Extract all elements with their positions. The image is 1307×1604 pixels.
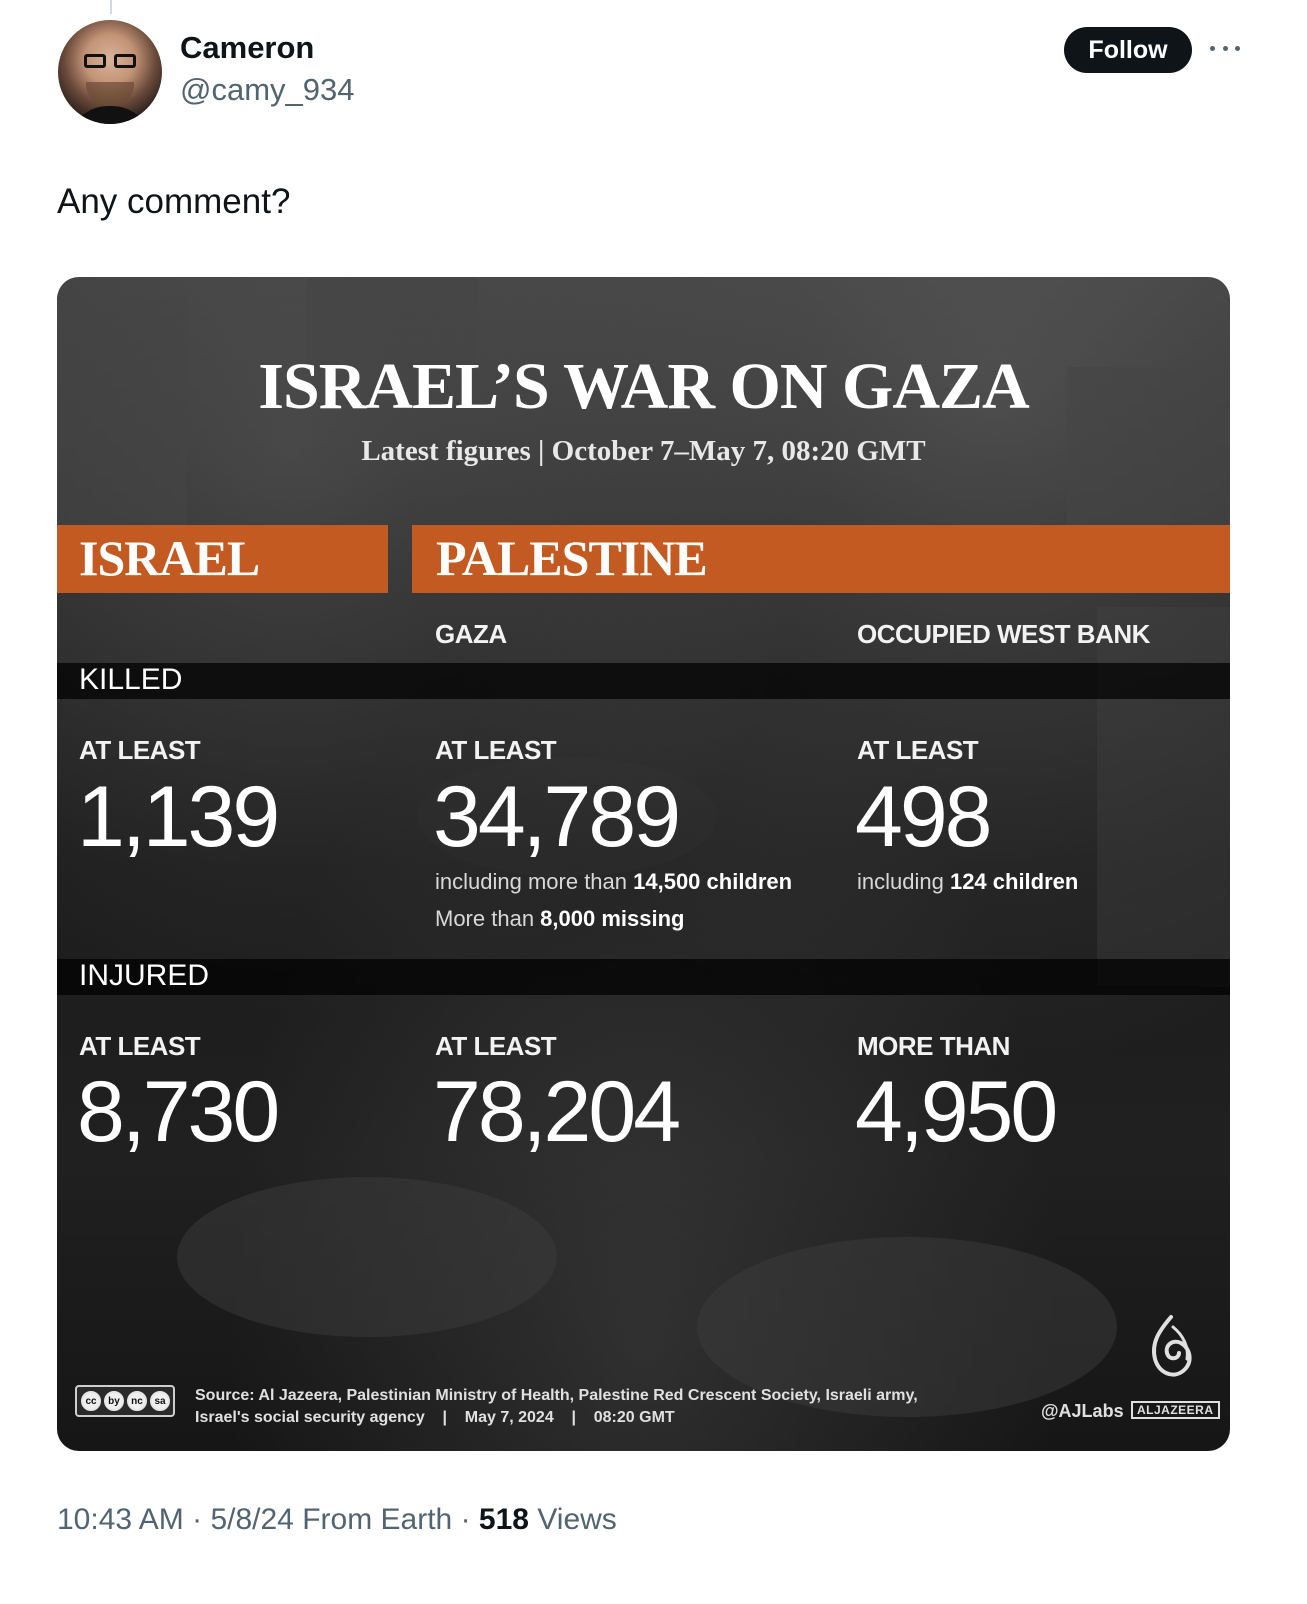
palestine-band-label: PALESTINE <box>436 530 707 586</box>
gaza-injured-count: 78,204 <box>433 1064 679 1160</box>
israel-killed-count: 1,139 <box>77 769 278 865</box>
gaza-killed-count: 34,789 <box>433 769 679 865</box>
cc-sa-icon: sa <box>150 1391 170 1411</box>
westbank-killed-qualifier: AT LEAST <box>857 735 979 765</box>
author-display-name[interactable]: Cameron <box>180 30 315 65</box>
tweet-metadata: 10:43 AM · 5/8/24 From Earth · 518 Views <box>57 1503 617 1536</box>
views-count[interactable]: 518 <box>478 1503 529 1536</box>
tweet-text: Any comment? <box>57 182 291 221</box>
cc-by-icon: by <box>104 1391 124 1411</box>
infographic-source: Source: Al Jazeera, Palestinian Ministry of Health, Palestine Red Crescent Society, Israeli army, Israel's social security agency | May 7, 2024 | 08:20 GMT <box>195 1387 918 1426</box>
westbank-killed-count: 498 <box>855 769 990 865</box>
gaza-injured-qualifier: AT LEAST <box>435 1031 557 1061</box>
thread-connector-line <box>110 0 112 14</box>
gaza-killed-children-note: including more than 14,500 children <box>435 869 793 894</box>
tweet-date[interactable]: 5/8/24 <box>210 1503 294 1536</box>
aljazeera-logo-icon <box>1143 1313 1199 1393</box>
tweet-source: From Earth <box>302 1503 453 1536</box>
westbank-injured-qualifier: MORE THAN <box>857 1031 1010 1061</box>
injured-label: INJURED <box>79 959 210 992</box>
gaza-killed-qualifier: AT LEAST <box>435 735 557 765</box>
cc-icon: cc <box>81 1391 101 1411</box>
israel-band-label: ISRAEL <box>79 530 260 586</box>
follow-button[interactable]: Follow <box>1064 27 1192 73</box>
gaza-column-heading: GAZA <box>435 619 507 649</box>
creative-commons-badge <box>75 1385 175 1417</box>
westbank-column-heading: OCCUPIED WEST BANK <box>857 619 1150 649</box>
avatar[interactable] <box>58 20 162 124</box>
infographic-title: ISRAEL’S WAR ON GAZA <box>258 350 1029 423</box>
killed-row <box>57 663 1230 699</box>
glasses-graphic <box>84 54 136 70</box>
aljazeera-wordmark: ALJAZEERA <box>1131 1401 1220 1419</box>
israel-killed-qualifier: AT LEAST <box>79 735 201 765</box>
gaza-missing-note: More than 8,000 missing <box>435 906 685 931</box>
palestine-band <box>412 525 1230 593</box>
westbank-killed-children-note: including 124 children <box>857 869 1079 894</box>
israel-injured-qualifier: AT LEAST <box>79 1031 201 1061</box>
injured-row <box>57 959 1230 995</box>
westbank-injured-count: 4,950 <box>855 1064 1056 1160</box>
views-label: Views <box>537 1503 617 1536</box>
tweet-time[interactable]: 10:43 AM <box>57 1503 184 1536</box>
author-handle[interactable]: @camy_934 <box>180 72 355 107</box>
cc-nc-icon: nc <box>127 1391 147 1411</box>
israel-band <box>57 525 388 593</box>
tweet-media-infographic[interactable] <box>57 277 1230 1451</box>
israel-injured-count: 8,730 <box>77 1064 278 1160</box>
infographic-subtitle: Latest figures | October 7–May 7, 08:20 GMT <box>361 435 926 467</box>
killed-label: KILLED <box>79 663 183 696</box>
ajlabs-credit: @AJLabs <box>1041 1401 1124 1421</box>
more-options-icon[interactable] <box>1210 38 1240 58</box>
